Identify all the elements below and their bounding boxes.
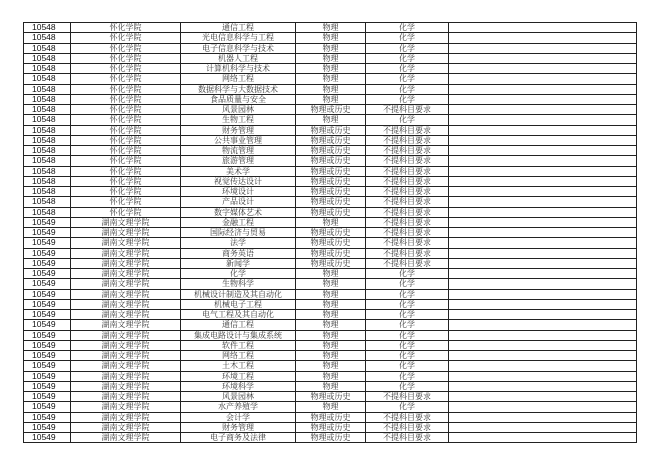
primary-subject-cell: 物理: [296, 361, 366, 371]
school-name-cell: 湖南文理学院: [71, 279, 181, 289]
empty-cell: [449, 33, 637, 43]
school-name-cell: 怀化学院: [71, 197, 181, 207]
secondary-subject-cell: 化学: [366, 53, 449, 63]
school-code-cell: 10549: [24, 279, 71, 289]
table-row: [24, 23, 637, 33]
empty-cell: [449, 412, 637, 422]
school-name-cell: 湖南文理学院: [71, 371, 181, 381]
major-name-cell: 食品质量与安全: [181, 94, 296, 104]
empty-cell: [449, 43, 637, 53]
secondary-subject-cell: 化学: [366, 320, 449, 330]
major-name-cell: 新闻学: [181, 258, 296, 268]
major-name-cell: 通信工程: [181, 320, 296, 330]
major-name-cell: 财务管理: [181, 422, 296, 432]
school-name-cell: 湖南文理学院: [71, 381, 181, 391]
primary-subject-cell: 物理: [296, 74, 366, 84]
school-code-cell: 10549: [24, 217, 71, 227]
school-name-cell: 怀化学院: [71, 105, 181, 115]
secondary-subject-cell: 化学: [366, 289, 449, 299]
major-name-cell: 环境工程: [181, 371, 296, 381]
school-name-cell: 怀化学院: [71, 146, 181, 156]
school-code-cell: 10549: [24, 392, 71, 402]
school-code-cell: 10549: [24, 433, 71, 443]
empty-cell: [449, 217, 637, 227]
primary-subject-cell: 物理: [296, 320, 366, 330]
empty-cell: [449, 351, 637, 361]
school-name-cell: 湖南文理学院: [71, 402, 181, 412]
major-name-cell: 风景园林: [181, 105, 296, 115]
major-name-cell: 法学: [181, 238, 296, 248]
empty-cell: [449, 156, 637, 166]
secondary-subject-cell: 化学: [366, 115, 449, 125]
secondary-subject-cell: 不提科目要求: [366, 228, 449, 238]
school-code-cell: 10549: [24, 289, 71, 299]
primary-subject-cell: 物理: [296, 23, 366, 33]
primary-subject-cell: 物理或历史: [296, 258, 366, 268]
major-name-cell: 生物工程: [181, 115, 296, 125]
secondary-subject-cell: 不提科目要求: [366, 392, 449, 402]
empty-cell: [449, 105, 637, 115]
table-row: [24, 217, 637, 227]
school-name-cell: 怀化学院: [71, 53, 181, 63]
major-name-cell: 风景园林: [181, 392, 296, 402]
major-name-cell: 美术学: [181, 166, 296, 176]
secondary-subject-cell: 不提科目要求: [366, 217, 449, 227]
secondary-subject-cell: 化学: [366, 351, 449, 361]
school-code-cell: 10549: [24, 361, 71, 371]
primary-subject-cell: 物理: [296, 64, 366, 74]
table-row: [24, 371, 637, 381]
table-row: [24, 320, 637, 330]
table-row: [24, 412, 637, 422]
school-name-cell: 怀化学院: [71, 207, 181, 217]
major-name-cell: 水产养殖学: [181, 402, 296, 412]
empty-cell: [449, 310, 637, 320]
school-code-cell: 10548: [24, 94, 71, 104]
table-row: [24, 197, 637, 207]
primary-subject-cell: 物理: [296, 94, 366, 104]
school-code-cell: 10549: [24, 340, 71, 350]
primary-subject-cell: 物理: [296, 402, 366, 412]
empty-cell: [449, 228, 637, 238]
empty-cell: [449, 53, 637, 63]
secondary-subject-cell: 化学: [366, 84, 449, 94]
secondary-subject-cell: 不提科目要求: [366, 422, 449, 432]
secondary-subject-cell: 化学: [366, 94, 449, 104]
empty-cell: [449, 115, 637, 125]
major-name-cell: 公共事业管理: [181, 135, 296, 145]
table-row: [24, 115, 637, 125]
school-name-cell: 怀化学院: [71, 84, 181, 94]
secondary-subject-cell: 不提科目要求: [366, 412, 449, 422]
school-code-cell: 10548: [24, 84, 71, 94]
secondary-subject-cell: 化学: [366, 279, 449, 289]
primary-subject-cell: 物理: [296, 299, 366, 309]
empty-cell: [449, 340, 637, 350]
empty-cell: [449, 433, 637, 443]
empty-cell: [449, 84, 637, 94]
table-row: [24, 402, 637, 412]
empty-cell: [449, 361, 637, 371]
table-row: [24, 94, 637, 104]
secondary-subject-cell: 化学: [366, 74, 449, 84]
table-row: [24, 238, 637, 248]
school-code-cell: 10548: [24, 74, 71, 84]
major-name-cell: 产品设计: [181, 197, 296, 207]
empty-cell: [449, 289, 637, 299]
school-code-cell: 10548: [24, 64, 71, 74]
primary-subject-cell: 物理: [296, 330, 366, 340]
major-name-cell: 财务管理: [181, 125, 296, 135]
empty-cell: [449, 392, 637, 402]
school-code-cell: 10548: [24, 187, 71, 197]
primary-subject-cell: 物理: [296, 371, 366, 381]
table-row: [24, 156, 637, 166]
table-row: [24, 43, 637, 53]
school-name-cell: 湖南文理学院: [71, 412, 181, 422]
table-row: [24, 125, 637, 135]
school-name-cell: 湖南文理学院: [71, 361, 181, 371]
table-row: [24, 166, 637, 176]
major-name-cell: 机械设计制造及其自动化: [181, 289, 296, 299]
school-name-cell: 怀化学院: [71, 43, 181, 53]
empty-cell: [449, 74, 637, 84]
school-code-cell: 10549: [24, 310, 71, 320]
school-code-cell: 10548: [24, 105, 71, 115]
secondary-subject-cell: 化学: [366, 23, 449, 33]
empty-cell: [449, 248, 637, 258]
table-row: [24, 330, 637, 340]
major-name-cell: 软件工程: [181, 340, 296, 350]
empty-cell: [449, 238, 637, 248]
primary-subject-cell: 物理或历史: [296, 197, 366, 207]
empty-cell: [449, 381, 637, 391]
school-name-cell: 湖南文理学院: [71, 289, 181, 299]
school-name-cell: 湖南文理学院: [71, 258, 181, 268]
table-row: [24, 146, 637, 156]
primary-subject-cell: 物理: [296, 269, 366, 279]
school-name-cell: 湖南文理学院: [71, 299, 181, 309]
empty-cell: [449, 23, 637, 33]
empty-cell: [449, 320, 637, 330]
empty-cell: [449, 279, 637, 289]
primary-subject-cell: 物理或历史: [296, 187, 366, 197]
table-row: [24, 64, 637, 74]
empty-cell: [449, 125, 637, 135]
primary-subject-cell: 物理或历史: [296, 176, 366, 186]
primary-subject-cell: 物理或历史: [296, 135, 366, 145]
empty-cell: [449, 166, 637, 176]
empty-cell: [449, 330, 637, 340]
major-name-cell: 光电信息科学与工程: [181, 33, 296, 43]
secondary-subject-cell: 不提科目要求: [366, 248, 449, 258]
major-name-cell: 金融工程: [181, 217, 296, 227]
secondary-subject-cell: 化学: [366, 64, 449, 74]
school-name-cell: 怀化学院: [71, 156, 181, 166]
empty-cell: [449, 402, 637, 412]
secondary-subject-cell: 不提科目要求: [366, 258, 449, 268]
table-row: [24, 105, 637, 115]
school-name-cell: 湖南文理学院: [71, 228, 181, 238]
empty-cell: [449, 371, 637, 381]
secondary-subject-cell: 化学: [366, 361, 449, 371]
school-code-cell: 10549: [24, 299, 71, 309]
school-code-cell: 10549: [24, 422, 71, 432]
secondary-subject-cell: 不提科目要求: [366, 238, 449, 248]
empty-cell: [449, 207, 637, 217]
table-row: [24, 207, 637, 217]
secondary-subject-cell: 不提科目要求: [366, 166, 449, 176]
secondary-subject-cell: 不提科目要求: [366, 176, 449, 186]
primary-subject-cell: 物理: [296, 340, 366, 350]
major-name-cell: 土木工程: [181, 361, 296, 371]
school-name-cell: 湖南文理学院: [71, 320, 181, 330]
secondary-subject-cell: 不提科目要求: [366, 207, 449, 217]
major-name-cell: 计算机科学与技术: [181, 64, 296, 74]
table-row: [24, 361, 637, 371]
secondary-subject-cell: 化学: [366, 402, 449, 412]
table-row: [24, 176, 637, 186]
primary-subject-cell: 物理: [296, 351, 366, 361]
primary-subject-cell: 物理: [296, 381, 366, 391]
school-code-cell: 10548: [24, 53, 71, 63]
major-name-cell: 集成电路设计与集成系统: [181, 330, 296, 340]
empty-cell: [449, 176, 637, 186]
school-code-cell: 10548: [24, 23, 71, 33]
school-code-cell: 10549: [24, 412, 71, 422]
school-code-cell: 10548: [24, 43, 71, 53]
secondary-subject-cell: 化学: [366, 381, 449, 391]
school-name-cell: 怀化学院: [71, 33, 181, 43]
table-row: [24, 135, 637, 145]
secondary-subject-cell: 不提科目要求: [366, 433, 449, 443]
major-name-cell: 电子商务及法律: [181, 433, 296, 443]
secondary-subject-cell: 化学: [366, 299, 449, 309]
admission-subject-table: [23, 22, 637, 443]
empty-cell: [449, 64, 637, 74]
major-name-cell: 商务英语: [181, 248, 296, 258]
primary-subject-cell: 物理或历史: [296, 166, 366, 176]
school-code-cell: 10549: [24, 238, 71, 248]
secondary-subject-cell: 化学: [366, 269, 449, 279]
empty-cell: [449, 146, 637, 156]
secondary-subject-cell: 化学: [366, 340, 449, 350]
primary-subject-cell: 物理或历史: [296, 156, 366, 166]
school-code-cell: 10549: [24, 381, 71, 391]
table-row: [24, 53, 637, 63]
major-name-cell: 化学: [181, 269, 296, 279]
primary-subject-cell: 物理或历史: [296, 207, 366, 217]
primary-subject-cell: 物理: [296, 217, 366, 227]
school-name-cell: 湖南文理学院: [71, 248, 181, 258]
table-row: [24, 33, 637, 43]
table-row: [24, 299, 637, 309]
school-name-cell: 湖南文理学院: [71, 340, 181, 350]
table-row: [24, 187, 637, 197]
empty-cell: [449, 135, 637, 145]
table-row: [24, 381, 637, 391]
table-row: [24, 258, 637, 268]
school-code-cell: 10549: [24, 320, 71, 330]
major-name-cell: 通信工程: [181, 23, 296, 33]
secondary-subject-cell: 不提科目要求: [366, 156, 449, 166]
school-code-cell: 10548: [24, 156, 71, 166]
major-name-cell: 物流管理: [181, 146, 296, 156]
school-name-cell: 湖南文理学院: [71, 330, 181, 340]
school-code-cell: 10548: [24, 135, 71, 145]
secondary-subject-cell: 不提科目要求: [366, 197, 449, 207]
school-code-cell: 10549: [24, 371, 71, 381]
table-row: [24, 269, 637, 279]
secondary-subject-cell: 化学: [366, 43, 449, 53]
table-row: [24, 289, 637, 299]
major-name-cell: 网络工程: [181, 351, 296, 361]
primary-subject-cell: 物理或历史: [296, 105, 366, 115]
school-name-cell: 怀化学院: [71, 64, 181, 74]
primary-subject-cell: 物理: [296, 33, 366, 43]
major-name-cell: 生物科学: [181, 279, 296, 289]
secondary-subject-cell: 不提科目要求: [366, 125, 449, 135]
school-name-cell: 湖南文理学院: [71, 392, 181, 402]
school-code-cell: 10548: [24, 146, 71, 156]
major-name-cell: 机器人工程: [181, 53, 296, 63]
secondary-subject-cell: 化学: [366, 310, 449, 320]
school-code-cell: 10549: [24, 228, 71, 238]
school-code-cell: 10549: [24, 248, 71, 258]
school-code-cell: 10549: [24, 258, 71, 268]
table-row: [24, 351, 637, 361]
primary-subject-cell: 物理或历史: [296, 248, 366, 258]
major-name-cell: 网络工程: [181, 74, 296, 84]
primary-subject-cell: 物理或历史: [296, 392, 366, 402]
major-name-cell: 数据科学与大数据技术: [181, 84, 296, 94]
table-row: [24, 248, 637, 258]
school-name-cell: 怀化学院: [71, 23, 181, 33]
primary-subject-cell: 物理: [296, 84, 366, 94]
primary-subject-cell: 物理或历史: [296, 422, 366, 432]
primary-subject-cell: 物理: [296, 53, 366, 63]
major-name-cell: 旅游管理: [181, 156, 296, 166]
school-name-cell: 湖南文理学院: [71, 269, 181, 279]
school-name-cell: 怀化学院: [71, 166, 181, 176]
table-row: [24, 392, 637, 402]
primary-subject-cell: 物理或历史: [296, 433, 366, 443]
empty-cell: [449, 94, 637, 104]
school-name-cell: 怀化学院: [71, 176, 181, 186]
school-name-cell: 怀化学院: [71, 125, 181, 135]
primary-subject-cell: 物理: [296, 279, 366, 289]
primary-subject-cell: 物理或历史: [296, 146, 366, 156]
table-row: [24, 310, 637, 320]
major-name-cell: 国际经济与贸易: [181, 228, 296, 238]
school-name-cell: 怀化学院: [71, 135, 181, 145]
major-name-cell: 会计学: [181, 412, 296, 422]
school-code-cell: 10549: [24, 330, 71, 340]
school-name-cell: 湖南文理学院: [71, 351, 181, 361]
primary-subject-cell: 物理或历史: [296, 412, 366, 422]
major-name-cell: 机械电子工程: [181, 299, 296, 309]
primary-subject-cell: 物理: [296, 289, 366, 299]
school-code-cell: 10549: [24, 351, 71, 361]
school-code-cell: 10548: [24, 176, 71, 186]
school-name-cell: 怀化学院: [71, 115, 181, 125]
empty-cell: [449, 258, 637, 268]
primary-subject-cell: 物理或历史: [296, 228, 366, 238]
empty-cell: [449, 187, 637, 197]
major-name-cell: 环境设计: [181, 187, 296, 197]
empty-cell: [449, 269, 637, 279]
table-row: [24, 279, 637, 289]
school-name-cell: 湖南文理学院: [71, 217, 181, 227]
major-name-cell: 电气工程及其自动化: [181, 310, 296, 320]
secondary-subject-cell: 化学: [366, 33, 449, 43]
school-name-cell: 湖南文理学院: [71, 310, 181, 320]
major-name-cell: 数字媒体艺术: [181, 207, 296, 217]
secondary-subject-cell: 不提科目要求: [366, 187, 449, 197]
secondary-subject-cell: 化学: [366, 330, 449, 340]
school-name-cell: 湖南文理学院: [71, 238, 181, 248]
school-code-cell: 10548: [24, 197, 71, 207]
primary-subject-cell: 物理或历史: [296, 125, 366, 135]
school-name-cell: 怀化学院: [71, 187, 181, 197]
school-name-cell: 湖南文理学院: [71, 422, 181, 432]
table-row: [24, 433, 637, 443]
primary-subject-cell: 物理: [296, 43, 366, 53]
table-row: [24, 228, 637, 238]
secondary-subject-cell: 不提科目要求: [366, 105, 449, 115]
school-code-cell: 10549: [24, 269, 71, 279]
school-code-cell: 10548: [24, 125, 71, 135]
school-code-cell: 10548: [24, 115, 71, 125]
school-code-cell: 10548: [24, 207, 71, 217]
empty-cell: [449, 197, 637, 207]
school-name-cell: 怀化学院: [71, 74, 181, 84]
table-row: [24, 422, 637, 432]
school-name-cell: 湖南文理学院: [71, 433, 181, 443]
major-name-cell: 环境科学: [181, 381, 296, 391]
primary-subject-cell: 物理或历史: [296, 238, 366, 248]
secondary-subject-cell: 不提科目要求: [366, 146, 449, 156]
major-name-cell: 视觉传达设计: [181, 176, 296, 186]
school-code-cell: 10548: [24, 166, 71, 176]
table-row: [24, 84, 637, 94]
secondary-subject-cell: 化学: [366, 371, 449, 381]
school-name-cell: 怀化学院: [71, 94, 181, 104]
school-code-cell: 10548: [24, 33, 71, 43]
major-name-cell: 电子信息科学与技术: [181, 43, 296, 53]
table-row: [24, 340, 637, 350]
secondary-subject-cell: 不提科目要求: [366, 135, 449, 145]
primary-subject-cell: 物理: [296, 115, 366, 125]
empty-cell: [449, 422, 637, 432]
primary-subject-cell: 物理: [296, 310, 366, 320]
empty-cell: [449, 299, 637, 309]
school-code-cell: 10549: [24, 402, 71, 412]
table-row: [24, 74, 637, 84]
